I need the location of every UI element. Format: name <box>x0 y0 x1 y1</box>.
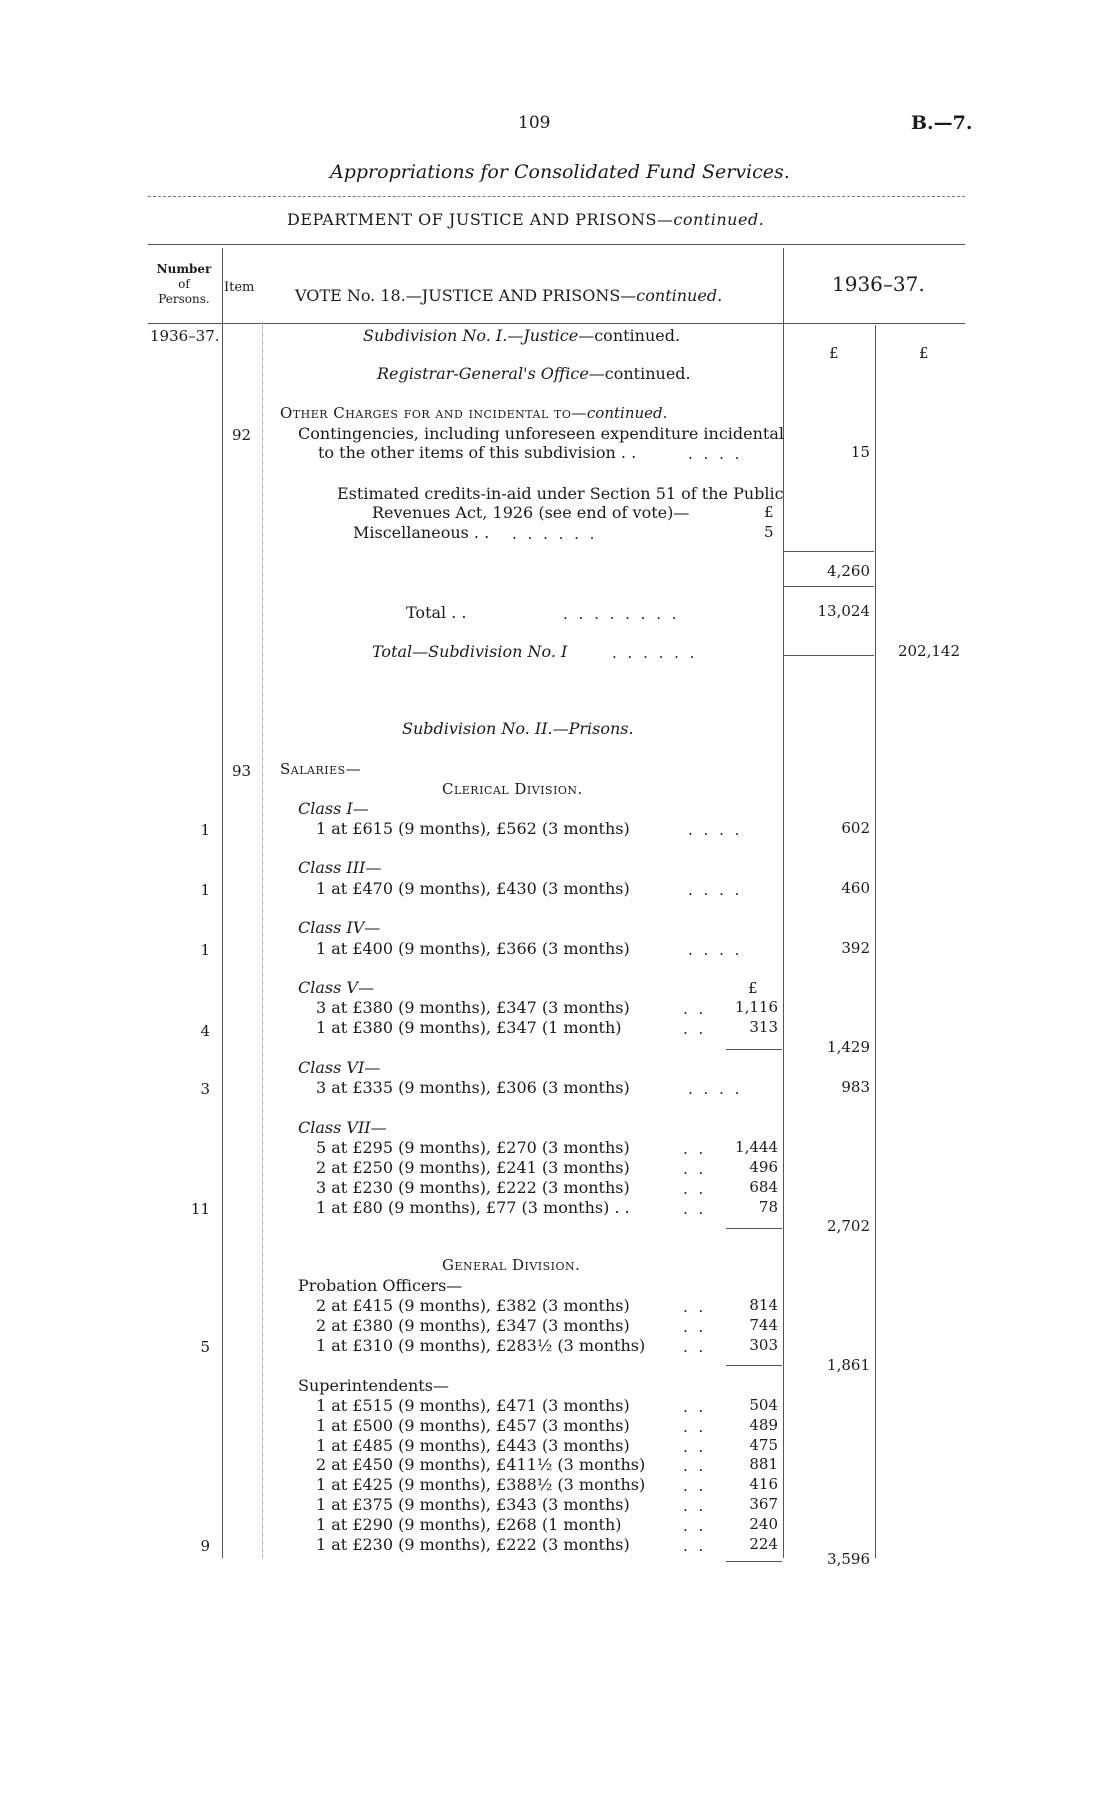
probation-total: 1,861 <box>827 1356 870 1374</box>
probation-amount: 814 <box>749 1296 778 1314</box>
total-label: Total . . <box>406 603 467 622</box>
class-7-total: 2,702 <box>827 1217 870 1235</box>
item-92: 92 <box>232 426 252 444</box>
class-7-amount: 1,444 <box>735 1138 778 1156</box>
superintendent-line: 1 at £375 (9 months), £343 (3 months) <box>316 1495 630 1514</box>
class-5-amount: 1,116 <box>735 998 778 1016</box>
superintendents-persons: 9 <box>200 1537 210 1555</box>
superintendent-leader: . . <box>683 1398 707 1416</box>
sub1-total: 13,024 <box>817 602 870 620</box>
misc-leader: . . . . . . <box>512 525 598 543</box>
class-5-persons: 4 <box>200 1022 210 1040</box>
class-7-amount: 78 <box>758 1198 778 1216</box>
superintendent-amount: 881 <box>749 1455 778 1474</box>
class-6-leader: . . . . <box>688 1080 743 1098</box>
class-3-amount: 460 <box>841 879 870 897</box>
item-93: 93 <box>232 762 252 780</box>
total-leader: . . . . . . . . <box>563 605 680 623</box>
class-7-line: 1 at £80 (9 months), £77 (3 months) . . <box>316 1198 630 1217</box>
superintendents-rule <box>726 1561 782 1562</box>
class-7-rule <box>726 1228 782 1229</box>
class-4-persons: 1 <box>200 941 210 959</box>
amount2-column-rule <box>875 325 876 1558</box>
class-7-leader: . . <box>683 1140 707 1158</box>
page-number: 109 <box>518 113 551 133</box>
probation-amount: 303 <box>749 1336 778 1354</box>
superintendent-amount: 504 <box>749 1396 778 1414</box>
class-1-line: 1 at £615 (9 months), £562 (3 months) <box>316 819 630 838</box>
pound-column2: £ <box>919 344 929 362</box>
header-bottom-rule <box>148 323 965 324</box>
class-5-total: 1,429 <box>827 1038 870 1056</box>
class-1-heading: Class I— <box>298 799 369 818</box>
superintendent-amount: 475 <box>749 1435 778 1454</box>
class-7-heading: Class VII— <box>298 1118 387 1137</box>
probation-leader: . . <box>683 1338 707 1356</box>
credits-line2: Revenues Act, 1926 (see end of vote)— <box>372 503 690 522</box>
probation-line: 2 at £380 (9 months), £347 (3 months) <box>316 1316 630 1335</box>
class-7-line: 2 at £250 (9 months), £241 (3 months) <box>316 1158 630 1177</box>
class-5-leader: . . <box>683 1020 707 1038</box>
total-subdivision-label: Total—Subdivision No. I <box>372 642 568 661</box>
class-5-heading: Class V— <box>298 978 374 997</box>
class-7-amount: 684 <box>749 1178 778 1196</box>
superintendent-line: 2 at £450 (9 months), £411½ (3 months) <box>316 1455 646 1475</box>
year-header: 1936–37. <box>832 272 925 296</box>
vote-header: VOTE No. 18.—JUSTICE AND PRISONS—continued. <box>295 286 723 305</box>
superintendent-amount: 416 <box>749 1475 778 1494</box>
persons-year: 1936–37. <box>150 327 220 345</box>
class-4-amount: 392 <box>841 939 870 957</box>
superintendent-line: 1 at £500 (9 months), £457 (3 months) <box>316 1415 630 1435</box>
credits-pound: £ <box>764 503 774 521</box>
superintendents-heading: Superintendents— <box>298 1376 449 1395</box>
class-3-line: 1 at £470 (9 months), £430 (3 months) <box>316 879 630 898</box>
salaries-heading: Salaries— <box>280 760 362 778</box>
title-rule <box>148 196 965 197</box>
sub1-title: Subdivision No. I.—Justice—continued. <box>363 326 681 345</box>
probation-rule <box>726 1365 782 1366</box>
class-5-leader: . . <box>683 1000 707 1018</box>
department-rule <box>148 244 965 245</box>
superintendent-line: 1 at £485 (9 months), £443 (3 months) <box>316 1435 630 1455</box>
superintendent-leader: . . <box>683 1437 707 1456</box>
class-4-leader: . . . . <box>688 941 743 959</box>
misc-amount: 5 <box>764 523 774 541</box>
running-title: Appropriations for Consolidated Fund Services. <box>330 161 790 183</box>
superintendent-line: 1 at £515 (9 months), £471 (3 months) <box>316 1396 630 1415</box>
superintendent-leader: . . <box>683 1457 707 1476</box>
general-division-heading: General Division. <box>442 1256 581 1274</box>
probation-heading: Probation Officers— <box>298 1276 463 1295</box>
number-of-persons-header: Number of Persons. <box>156 262 212 306</box>
persons-column-rule <box>222 248 223 1558</box>
class-7-leader: . . <box>683 1200 707 1218</box>
class-4-heading: Class IV— <box>298 918 381 937</box>
contingencies-line2: to the other items of this subdivision . . <box>318 443 637 462</box>
class-5-line: 3 at £380 (9 months), £347 (3 months) <box>316 998 630 1017</box>
class-7-amount: 496 <box>749 1158 778 1176</box>
class-7-leader: . . <box>683 1160 707 1178</box>
pound-column1: £ <box>829 344 839 362</box>
class-5-amount: 313 <box>749 1018 778 1036</box>
superintendents-total: 3,596 <box>827 1550 870 1568</box>
sub2-title: Subdivision No. II.—Prisons. <box>402 719 634 738</box>
other-charges-heading: Other Charges for and incidental to—continued. <box>280 404 668 422</box>
class-5-rule <box>726 1049 782 1050</box>
department-heading: DEPARTMENT OF JUSTICE AND PRISONS—continued. <box>287 210 765 229</box>
class-6-line: 3 at £335 (9 months), £306 (3 months) <box>316 1078 630 1097</box>
class-1-leader: . . . . <box>688 821 743 839</box>
superintendent-amount: 489 <box>749 1415 778 1434</box>
subtotal-rule <box>784 551 874 552</box>
amount1-column-rule <box>783 248 784 1558</box>
clerical-division-heading: Clerical Division. <box>442 780 583 798</box>
class-4-line: 1 at £400 (9 months), £366 (3 months) <box>316 939 630 958</box>
credits-line1: Estimated credits-in-aid under Section 51 of the Public <box>337 484 784 503</box>
sub1-subtotal: 4,260 <box>827 562 870 580</box>
superintendent-amount: 367 <box>749 1495 778 1513</box>
class-1-persons: 1 <box>200 821 210 839</box>
class-6-amount: 983 <box>841 1078 870 1096</box>
contingencies-line1: Contingencies, including unforeseen expenditure incidental <box>298 424 784 443</box>
probation-leader: . . <box>683 1298 707 1316</box>
class-7-line: 5 at £295 (9 months), £270 (3 months) <box>316 1138 630 1157</box>
superintendent-line: 1 at £290 (9 months), £268 (1 month) <box>316 1514 622 1534</box>
contingencies-leader: . . . . <box>688 445 743 463</box>
class-5-line: 1 at £380 (9 months), £347 (1 month) <box>316 1018 622 1037</box>
probation-leader: . . <box>683 1318 707 1336</box>
page-code: B.—7. <box>911 112 973 134</box>
total-rule <box>784 586 874 587</box>
probation-line: 2 at £415 (9 months), £382 (3 months) <box>316 1296 630 1315</box>
class-7-leader: . . <box>683 1180 707 1198</box>
superintendent-leader: . . <box>683 1417 707 1436</box>
superintendent-leader: . . <box>683 1477 707 1496</box>
sub1-office: Registrar-General's Office—continued. <box>377 364 691 383</box>
class-6-persons: 3 <box>200 1080 210 1098</box>
misc-label: Miscellaneous . . <box>353 523 490 542</box>
item-column-rule <box>262 325 263 1558</box>
superintendent-amount: 240 <box>749 1514 778 1533</box>
total-subdivision-leader: . . . . . . <box>612 644 698 662</box>
superintendent-leader: . . <box>683 1516 707 1535</box>
superintendent-leader: . . <box>683 1497 707 1515</box>
class-3-persons: 1 <box>200 881 210 899</box>
total-sub-rule <box>784 655 874 656</box>
superintendent-line: 1 at £230 (9 months), £222 (3 months) <box>316 1534 630 1554</box>
item-header: Item <box>224 280 255 295</box>
superintendent-amount: 224 <box>749 1534 778 1553</box>
total-subdivision-amount: 202,142 <box>897 642 960 660</box>
contingencies-amount: 15 <box>850 443 870 461</box>
class-7-persons: 11 <box>190 1200 210 1218</box>
class-5-pound: £ <box>748 979 758 997</box>
probation-line: 1 at £310 (9 months), £283½ (3 months) <box>316 1336 646 1355</box>
probation-persons: 5 <box>200 1338 210 1356</box>
superintendent-leader: . . <box>683 1536 707 1555</box>
class-6-heading: Class VI— <box>298 1058 381 1077</box>
superintendent-line: 1 at £425 (9 months), £388½ (3 months) <box>316 1475 646 1495</box>
class-3-leader: . . . . <box>688 881 743 899</box>
class-7-line: 3 at £230 (9 months), £222 (3 months) <box>316 1178 630 1197</box>
probation-amount: 744 <box>749 1316 778 1334</box>
class-3-heading: Class III— <box>298 858 382 877</box>
class-1-amount: 602 <box>841 819 870 837</box>
